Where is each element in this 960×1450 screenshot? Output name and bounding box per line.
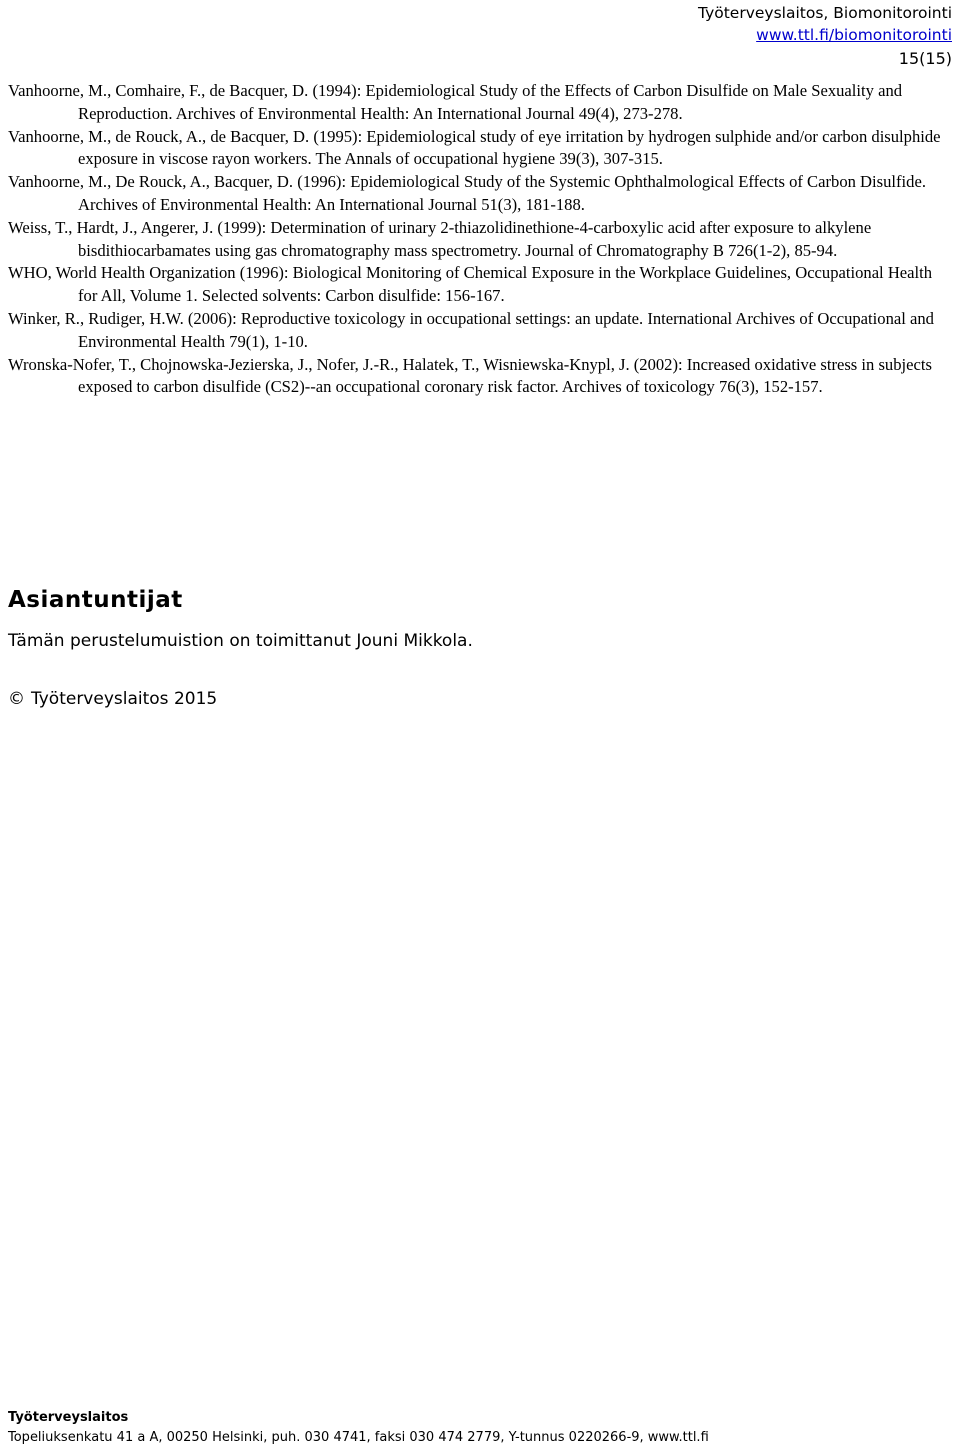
header-url-link[interactable]: www.ttl.fi/biomonitorointi xyxy=(756,26,952,44)
reference-item: Wronska-Nofer, T., Chojnowska-Jezierska, J., Nofer, J.-R., Halatek, T., Wisniewska-Knypl, J. (2002): Increased oxidative stress in subjects exposed to carbon disulfide (CS2)--an occupational coronary risk factor. Archives of toxicology 76(3), 152-157. xyxy=(8,354,932,397)
section-title: Asiantuntijat xyxy=(8,587,183,613)
footer-address: Topeliuksenkatu 41 a A, 00250 Helsinki, puh. 030 4741, faksi 030 474 2779, Y-tunnus 0220266-9, www.ttl.fi xyxy=(8,1430,709,1445)
copyright-icon: © xyxy=(8,689,25,709)
page-footer xyxy=(8,1408,709,1448)
experts-section xyxy=(8,587,473,709)
page-header xyxy=(698,2,952,70)
page-number: 15(15) xyxy=(898,49,952,68)
copyright-line xyxy=(8,689,473,709)
header-org-title: Työterveyslaitos, Biomonitorointi xyxy=(698,4,952,22)
section-text: Tämän perustelumuistion on toimittanut Jouni Mikkola. xyxy=(8,631,473,651)
reference-item: Vanhoorne, M., de Rouck, A., de Bacquer, D. (1995): Epidemiological study of eye irritation by hydrogen sulphide and/or carbon disulphide exposure in viscose rayon workers. The Annals of occupational hygiene 39(3), 307-315. xyxy=(8,126,941,169)
reference-list xyxy=(8,80,954,399)
reference-item: WHO, World Health Organization (1996): Biological Monitoring of Chemical Exposure in the Workplace Guidelines, Occupational Health for All, Volume 1. Selected solvents: Carbon disulfide: 156-167. xyxy=(8,263,933,306)
reference-item: Weiss, T., Hardt, J., Angerer, J. (1999): Determination of urinary 2-thiazolidinethione-4-carboxylic acid after exposure to alkylene bisdithiocarbamates using gas chromatography mass spectrometry. Journal of Chromatography B 726(1-2), 85-94. xyxy=(8,217,872,260)
footer-org: Työterveyslaitos xyxy=(8,1410,129,1425)
reference-item: Vanhoorne, M., De Rouck, A., Bacquer, D. (1996): Epidemiological Study of the Systemic Ophthalmological Effects of Carbon Disulfide. Archives of Environmental Health: An International Journal 51(3), 181-188. xyxy=(8,172,926,214)
reference-item: Vanhoorne, M., Comhaire, F., de Bacquer, D. (1994): Epidemiological Study of the Effects of Carbon Disulfide on Male Sexuality and Reproduction. Archives of Environmental Health: An International Journal 49(4), 273-278. xyxy=(8,81,903,123)
copyright-text: Työterveyslaitos 2015 xyxy=(31,689,218,709)
reference-item: Winker, R., Rudiger, H.W. (2006): Reproductive toxicology in occupational settings: an update. International Archives of Occupational and Environmental Health 79(1), 1-10. xyxy=(8,308,934,351)
